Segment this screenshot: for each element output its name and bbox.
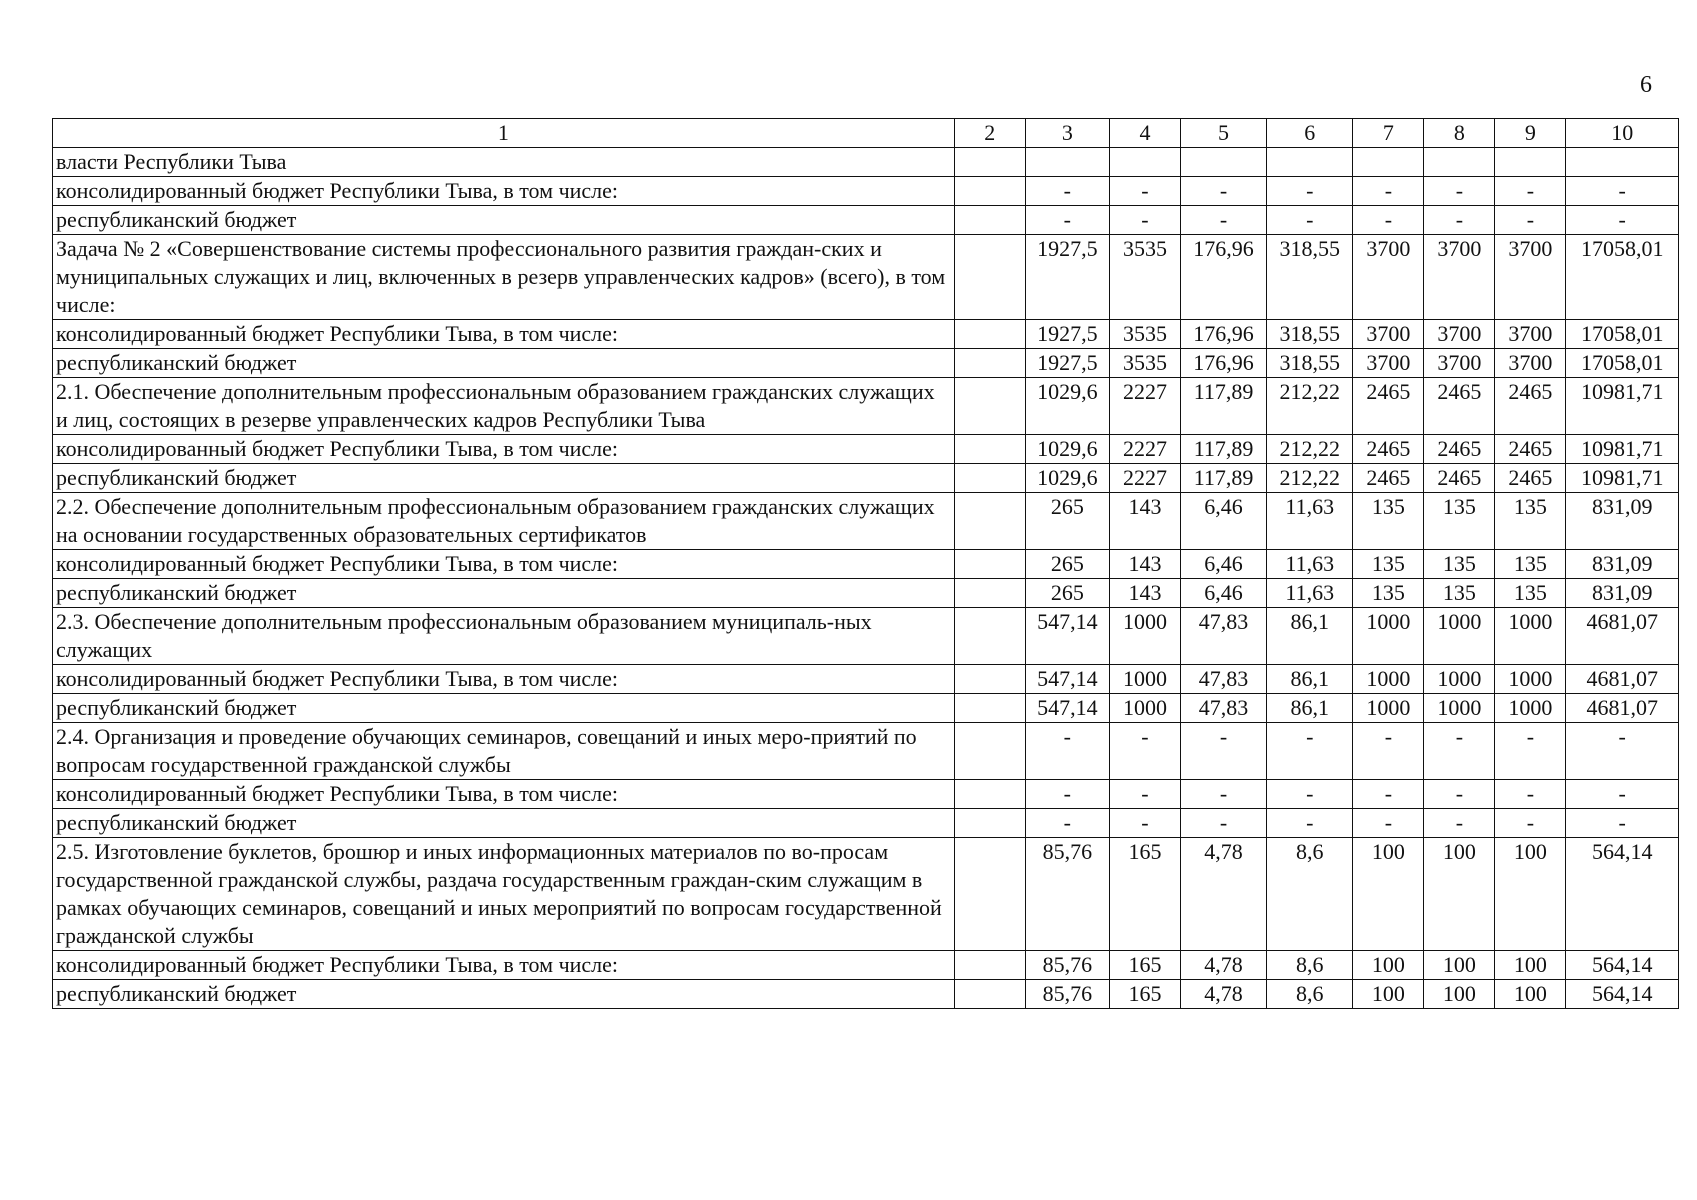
value-cell: 176,96 [1180,349,1266,378]
row-label: 2.3. Обеспечение дополнительным профессиональным образованием муниципаль-ных служащих [53,608,955,665]
value-cell: 1029,6 [1025,435,1109,464]
value-cell: 11,63 [1267,493,1353,550]
value-cell: - [1566,206,1679,235]
row-label: 2.1. Обеспечение дополнительным профессиональным образованием гражданских служащих и лиц, состоящих в резерве управленческих кадров Республики Тыва [53,378,955,435]
empty-cell [954,838,1025,951]
value-cell: - [1267,723,1353,780]
value-cell: - [1495,780,1566,809]
value-cell: - [1424,723,1495,780]
value-cell: 143 [1109,493,1180,550]
empty-cell [954,177,1025,206]
value-cell: 2465 [1353,435,1424,464]
value-cell: 318,55 [1267,235,1353,320]
value-cell: 3700 [1424,235,1495,320]
header-row [53,119,1679,148]
row-label: консолидированный бюджет Республики Тыва, в том числе: [53,320,955,349]
value-cell: 47,83 [1180,608,1266,665]
value-cell: 100 [1353,980,1424,1009]
value-cell: - [1495,177,1566,206]
row-label: республиканский бюджет [53,694,955,723]
value-cell: - [1109,206,1180,235]
empty-cell [954,148,1025,177]
value-cell: - [1180,809,1266,838]
value-cell: - [1566,723,1679,780]
value-cell: 117,89 [1180,464,1266,493]
empty-cell [954,206,1025,235]
value-cell: 8,6 [1267,838,1353,951]
value-cell: 1000 [1353,694,1424,723]
row-label: 2.5. Изготовление буклетов, брошюр и иных информационных материалов по во-просам государственной гражданской службы, раздача государственным граждан-ским служащим в рамках обучающих семинаров, совещаний и иных мероприятий по вопросам государственной гражданской службы [53,838,955,951]
value-cell: - [1353,809,1424,838]
value-cell: 265 [1025,550,1109,579]
value-cell [1424,148,1495,177]
empty-cell [954,980,1025,1009]
value-cell: 3535 [1109,235,1180,320]
table-row [53,780,1679,809]
value-cell: 47,83 [1180,665,1266,694]
value-cell [1566,148,1679,177]
value-cell: 3700 [1424,320,1495,349]
value-cell: 117,89 [1180,378,1266,435]
value-cell: 6,46 [1180,493,1266,550]
value-cell: 135 [1495,579,1566,608]
row-label: республиканский бюджет [53,809,955,838]
value-cell: 3700 [1495,320,1566,349]
value-cell: 6,46 [1180,550,1266,579]
value-cell: 2465 [1495,464,1566,493]
value-cell: 1000 [1109,694,1180,723]
value-cell: 1927,5 [1025,320,1109,349]
table-row [53,665,1679,694]
value-cell: 4681,07 [1566,694,1679,723]
value-cell: - [1424,177,1495,206]
value-cell: 212,22 [1267,435,1353,464]
value-cell: 165 [1109,980,1180,1009]
table-row [53,235,1679,320]
budget-table [52,118,1679,1009]
value-cell: 143 [1109,579,1180,608]
value-cell: 212,22 [1267,464,1353,493]
value-cell: 1000 [1495,665,1566,694]
value-cell: 85,76 [1025,980,1109,1009]
value-cell: 100 [1424,951,1495,980]
value-cell: 3535 [1109,349,1180,378]
value-cell: 17058,01 [1566,320,1679,349]
value-cell: - [1267,809,1353,838]
value-cell: 11,63 [1267,579,1353,608]
value-cell: 3700 [1353,349,1424,378]
value-cell: - [1353,177,1424,206]
table-row [53,148,1679,177]
value-cell: 265 [1025,493,1109,550]
value-cell: 165 [1109,838,1180,951]
table-row [53,838,1679,951]
value-cell: 265 [1025,579,1109,608]
row-label: республиканский бюджет [53,349,955,378]
value-cell: 2465 [1353,464,1424,493]
value-cell: - [1353,780,1424,809]
value-cell: 1029,6 [1025,378,1109,435]
value-cell: - [1109,723,1180,780]
value-cell: - [1109,809,1180,838]
value-cell: 85,76 [1025,951,1109,980]
row-label: республиканский бюджет [53,579,955,608]
header-cell: 3 [1025,119,1109,148]
value-cell: - [1180,780,1266,809]
row-label: республиканский бюджет [53,206,955,235]
value-cell: - [1495,723,1566,780]
value-cell: - [1267,206,1353,235]
header-cell: 4 [1109,119,1180,148]
empty-cell [954,809,1025,838]
row-label: республиканский бюджет [53,464,955,493]
header-cell: 6 [1267,119,1353,148]
row-label: консолидированный бюджет Республики Тыва, в том числе: [53,435,955,464]
value-cell: 3700 [1424,349,1495,378]
value-cell: 564,14 [1566,838,1679,951]
value-cell: 135 [1495,550,1566,579]
value-cell: 10981,71 [1566,378,1679,435]
value-cell: 3535 [1109,320,1180,349]
value-cell: 135 [1424,550,1495,579]
value-cell: 135 [1424,493,1495,550]
value-cell: 1000 [1353,665,1424,694]
value-cell: - [1495,206,1566,235]
row-label: Задача № 2 «Совершенствование системы профессионального развития граждан-ских и муниципальных служащих и лиц, включенных в резерв управленческих кадров» (всего), в том числе: [53,235,955,320]
empty-cell [954,780,1025,809]
empty-cell [954,608,1025,665]
value-cell: 1000 [1353,608,1424,665]
value-cell: 2227 [1109,378,1180,435]
row-label: республиканский бюджет [53,980,955,1009]
value-cell: 3700 [1353,235,1424,320]
value-cell: 564,14 [1566,980,1679,1009]
empty-cell [954,235,1025,320]
value-cell: - [1267,780,1353,809]
value-cell: 2465 [1424,464,1495,493]
row-label: 2.2. Обеспечение дополнительным профессиональным образованием гражданских служащих на основании государственных образовательных сертификатов [53,493,955,550]
value-cell: - [1025,780,1109,809]
value-cell: 831,09 [1566,550,1679,579]
value-cell [1180,148,1266,177]
value-cell: 1000 [1495,694,1566,723]
value-cell: 176,96 [1180,320,1266,349]
header-cell: 2 [954,119,1025,148]
value-cell: 1029,6 [1025,464,1109,493]
value-cell: 1927,5 [1025,349,1109,378]
value-cell: 564,14 [1566,951,1679,980]
value-cell: 831,09 [1566,579,1679,608]
value-cell: - [1109,177,1180,206]
value-cell: 318,55 [1267,320,1353,349]
value-cell: 2227 [1109,435,1180,464]
value-cell: 6,46 [1180,579,1266,608]
value-cell: 4681,07 [1566,608,1679,665]
value-cell [1109,148,1180,177]
value-cell: 212,22 [1267,378,1353,435]
table-row [53,378,1679,435]
empty-cell [954,435,1025,464]
value-cell: 11,63 [1267,550,1353,579]
value-cell: - [1424,780,1495,809]
value-cell: - [1424,206,1495,235]
value-cell: 176,96 [1180,235,1266,320]
value-cell: - [1025,177,1109,206]
value-cell: 100 [1495,951,1566,980]
row-label: 2.4. Организация и проведение обучающих семинаров, совещаний и иных меро-приятий по вопросам государственной гражданской службы [53,723,955,780]
table-row [53,694,1679,723]
value-cell: - [1566,780,1679,809]
value-cell: 318,55 [1267,349,1353,378]
value-cell: 3700 [1353,320,1424,349]
value-cell: 17058,01 [1566,349,1679,378]
value-cell: 8,6 [1267,980,1353,1009]
value-cell: - [1025,206,1109,235]
value-cell: 135 [1353,493,1424,550]
value-cell: 143 [1109,550,1180,579]
header-cell: 7 [1353,119,1424,148]
table-row [53,206,1679,235]
value-cell: - [1180,723,1266,780]
value-cell: - [1353,723,1424,780]
empty-cell [954,550,1025,579]
value-cell: - [1566,177,1679,206]
empty-cell [954,951,1025,980]
value-cell: 2465 [1495,435,1566,464]
value-cell: 100 [1495,980,1566,1009]
empty-cell [954,579,1025,608]
table-row [53,579,1679,608]
value-cell: 135 [1424,579,1495,608]
value-cell: 165 [1109,951,1180,980]
table-row [53,608,1679,665]
value-cell: 8,6 [1267,951,1353,980]
page-number: 6 [1640,72,1652,98]
value-cell: 85,76 [1025,838,1109,951]
value-cell: 10981,71 [1566,435,1679,464]
value-cell: - [1025,723,1109,780]
table-row [53,951,1679,980]
value-cell: 1000 [1109,608,1180,665]
empty-cell [954,665,1025,694]
value-cell: - [1353,206,1424,235]
value-cell: 2465 [1495,378,1566,435]
value-cell: 1000 [1424,694,1495,723]
value-cell: 4681,07 [1566,665,1679,694]
row-label: консолидированный бюджет Республики Тыва, в том числе: [53,550,955,579]
value-cell: - [1495,809,1566,838]
value-cell: 86,1 [1267,694,1353,723]
value-cell [1353,148,1424,177]
value-cell: 2465 [1424,378,1495,435]
value-cell: 547,14 [1025,694,1109,723]
empty-cell [954,378,1025,435]
value-cell: 2465 [1353,378,1424,435]
value-cell: 100 [1353,951,1424,980]
table-row [53,550,1679,579]
value-cell: 135 [1353,579,1424,608]
value-cell: - [1566,809,1679,838]
value-cell: - [1109,780,1180,809]
value-cell: 86,1 [1267,608,1353,665]
value-cell [1495,148,1566,177]
value-cell [1025,148,1109,177]
value-cell: - [1180,177,1266,206]
value-cell: 1000 [1424,608,1495,665]
value-cell: 100 [1495,838,1566,951]
empty-cell [954,464,1025,493]
value-cell: 1000 [1109,665,1180,694]
header-cell: 10 [1566,119,1679,148]
value-cell: 2227 [1109,464,1180,493]
header-cell: 5 [1180,119,1266,148]
table-row [53,177,1679,206]
row-label: консолидированный бюджет Республики Тыва, в том числе: [53,951,955,980]
value-cell: 86,1 [1267,665,1353,694]
table-row [53,723,1679,780]
value-cell: 117,89 [1180,435,1266,464]
value-cell: 1927,5 [1025,235,1109,320]
table-row [53,349,1679,378]
row-label: власти Республики Тыва [53,148,955,177]
value-cell: 3700 [1495,349,1566,378]
header-cell: 9 [1495,119,1566,148]
value-cell: - [1025,809,1109,838]
value-cell: - [1424,809,1495,838]
row-label: консолидированный бюджет Республики Тыва, в том числе: [53,780,955,809]
value-cell: 2465 [1424,435,1495,464]
value-cell: 4,78 [1180,951,1266,980]
row-label: консолидированный бюджет Республики Тыва, в том числе: [53,665,955,694]
value-cell: 135 [1495,493,1566,550]
value-cell: - [1180,206,1266,235]
value-cell: 135 [1353,550,1424,579]
table-row [53,493,1679,550]
value-cell: 4,78 [1180,980,1266,1009]
header-cell: 1 [53,119,955,148]
value-cell: 17058,01 [1566,235,1679,320]
table-row [53,435,1679,464]
value-cell: 100 [1424,838,1495,951]
value-cell [1267,148,1353,177]
row-label: консолидированный бюджет Республики Тыва, в том числе: [53,177,955,206]
empty-cell [954,320,1025,349]
table-row [53,980,1679,1009]
table-row [53,320,1679,349]
empty-cell [954,349,1025,378]
table-row [53,809,1679,838]
table-row [53,464,1679,493]
value-cell: 4,78 [1180,838,1266,951]
value-cell: 3700 [1495,235,1566,320]
value-cell: 547,14 [1025,665,1109,694]
value-cell: 547,14 [1025,608,1109,665]
value-cell: 831,09 [1566,493,1679,550]
empty-cell [954,723,1025,780]
value-cell: 1000 [1424,665,1495,694]
value-cell: - [1267,177,1353,206]
value-cell: 100 [1353,838,1424,951]
value-cell: 47,83 [1180,694,1266,723]
empty-cell [954,694,1025,723]
empty-cell [954,493,1025,550]
header-cell: 8 [1424,119,1495,148]
value-cell: 1000 [1495,608,1566,665]
value-cell: 10981,71 [1566,464,1679,493]
value-cell: 100 [1424,980,1495,1009]
